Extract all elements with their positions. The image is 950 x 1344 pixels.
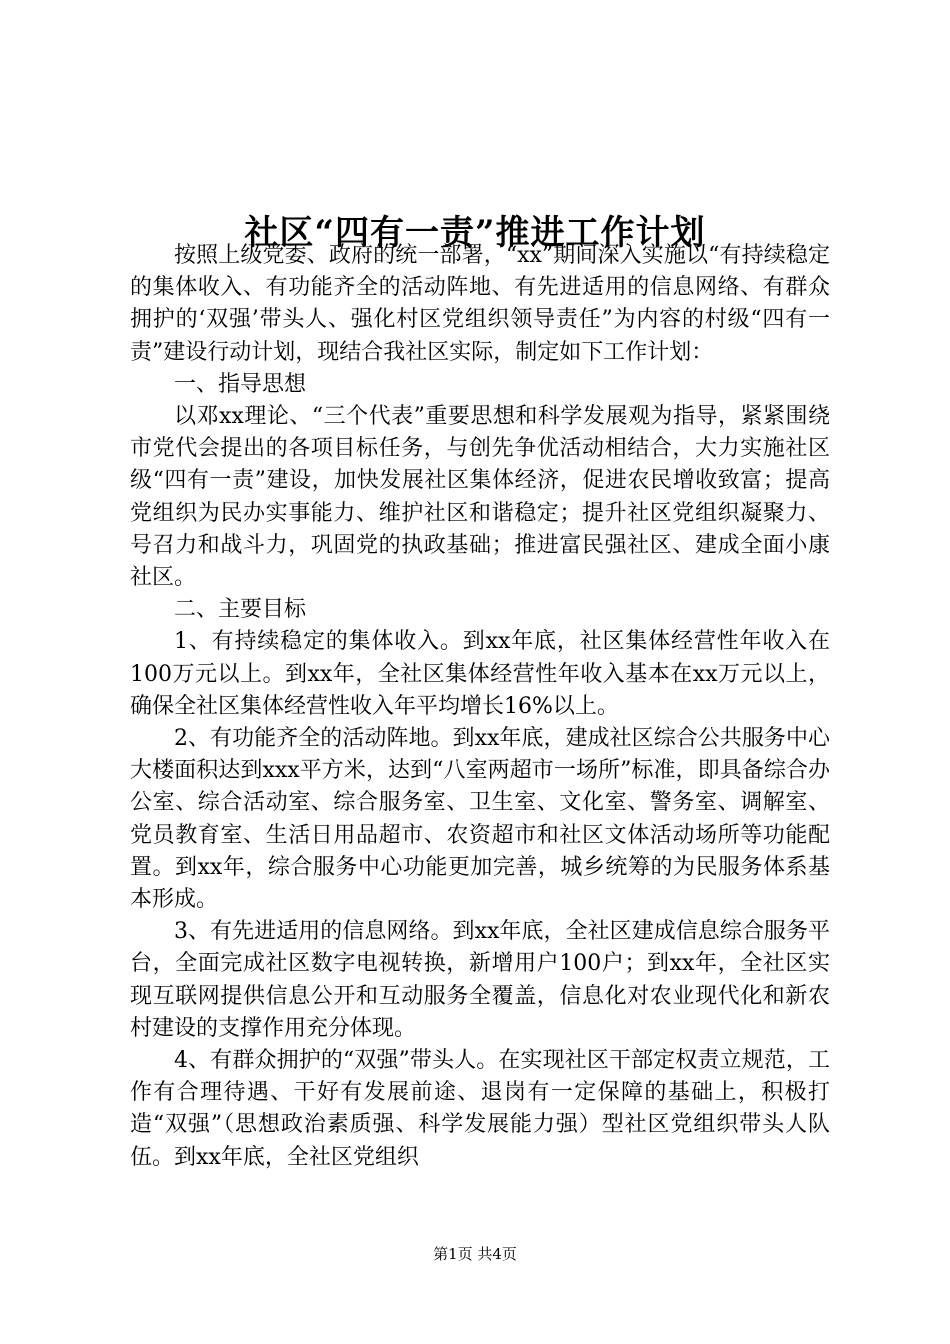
goal-paragraph-3: 3、有先进适用的信息网络。到xx年底，全社区建成信息综合服务平台，全面完成社区数字电视转换，新增用户100户；到xx年，全社区实现互联网提供信息公开和互动服务全覆盖，信息化对农业现代化和新农村建设的支撑作用充分体现。 — [130, 919, 830, 1041]
guiding-thought-paragraph: 以邓xx理论、“三个代表”重要思想和科学发展观为指导，紧紧围绕市党代会提出的各项目标任务，与创先争优活动相结合，大力实施社区级“四有一责”建设，加快发展社区集体经济，促进农民增收致富；提高党组织为民办实事能力、维护社区和谐稳定；提升社区党组织凝聚力、号召力和战斗力，巩固党的执政基础；推进富民强社区、建成全面小康社区。 — [130, 404, 830, 591]
document-title: 社区“四有一责”推进工作计划 — [244, 212, 706, 253]
goal-paragraph-2: 2、有功能齐全的活动阵地。到xx年底，建成社区综合公共服务中心大楼面积达到xxx平方米，达到“八室两超市一场所”标准，即具备综合办公室、综合活动室、综合服务室、卫生室、文化室、警务室、调解室、党员教育室、生活日用品超市、农资超市和社区文体活动场所等功能配置。到xx年，综合服务中心功能更加完善，城乡统筹的为民服务体系基本形成。 — [130, 726, 830, 913]
document-body — [130, 240, 830, 1174]
goal-paragraph-4: 4、有群众拥护的“双强”带头人。在实现社区干部定权责立规范，工作有合理待遇、干好有发展前途、退岗有一定保障的基础上，积极打造“双强”（思想政治素质强、科学发展能力强）型社区党组织带头人队伍。到xx年底，全社区党组织 — [130, 1048, 830, 1170]
section-heading-guiding-thought: 一、指导思想 — [174, 371, 307, 397]
section-heading-main-goals: 二、主要目标 — [174, 597, 307, 623]
page-footer: 第1页 共4页 — [433, 1245, 517, 1263]
intro-paragraph: 按照上级党委、政府的统一部署，“xx”期间深入实施以“有持续稳定的集体收入、有功能齐全的活动阵地、有先进适用的信息网络、有群众拥护的‘双强’带头人、强化村区党组织领导责任”为内容的村级“四有一责”建设行动计划，现结合我社区实际，制定如下工作计划： — [130, 243, 830, 365]
goal-paragraph-1: 1、有持续稳定的集体收入。到xx年底，社区集体经营性年收入在100万元以上。到xx年，全社区集体经营性年收入基本在xx万元以上，确保全社区集体经营性收入年平均增长16%以上。 — [130, 629, 830, 719]
